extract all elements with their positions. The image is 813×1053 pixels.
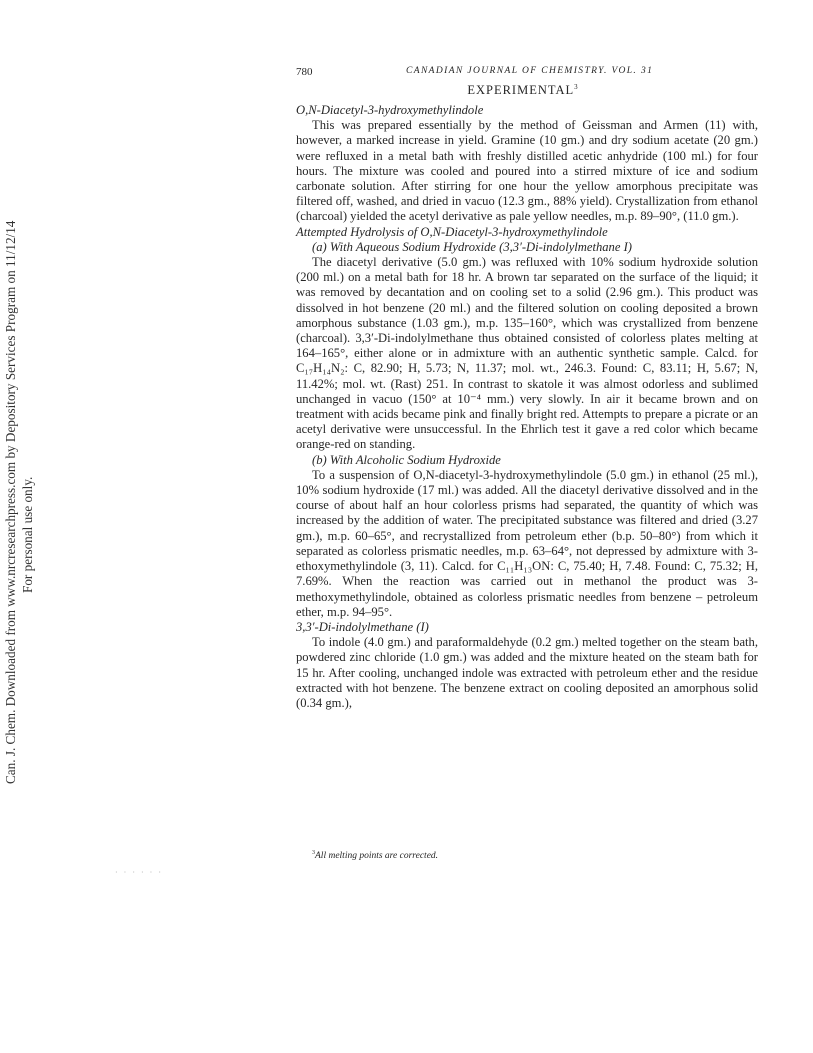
section-footnote-mark: 3	[574, 83, 579, 91]
footnote-text: All melting points are corrected.	[315, 851, 439, 862]
body-paragraph: This was prepared essentially by the method of Geissman and Armen (11) with, however, a marked increase in yield. Gramine (10 gm.) and dry sodium acetate (20 gm.) were refluxed in a metal bath with freshly distilled acetic anhydride (100 ml.) for four hours. The mixture was cooled and poured into a stirred mixture of ice and sodium carbonate solution. After stirring for one hour the yellow amorphous precipitate was filtered off, washed, and dried in vacuo (12.3 gm., 88% yield). Crystallization from ethanol (charcoal) yielded the acetyl derivative as pale yellow needles, m.p. 89–90°, (11.0 gm.).	[296, 118, 758, 224]
watermark-line-2: For personal use only.	[20, 476, 35, 593]
journal-title: CANADIAN JOURNAL OF CHEMISTRY. VOL. 31	[406, 66, 654, 76]
section-heading: O,N-Diacetyl-3-hydroxymethylindole	[296, 103, 484, 117]
section-heading: Attempted Hydrolysis of O,N-Diacetyl-3-hydroxymethylindole	[296, 224, 608, 239]
running-head	[296, 66, 750, 82]
download-watermark	[0, 0, 40, 1053]
footnote-mark: 3	[312, 850, 315, 856]
section-title	[296, 83, 750, 98]
subsection-heading: (b) With Alcoholic Sodium Hydroxide	[312, 452, 501, 467]
body-paragraph: To indole (4.0 gm.) and paraformaldehyde (0.2 gm.) melted together on the steam bath, powdered zinc chloride (1.0 gm.) was added and the mixture heated on the steam bath for 15 hr. After cooling, unchanged indole was extracted with petroleum ether and the residue extracted with hot benzene. The benzene extract on cooling deposited an amorphous solid (0.34 gm.),	[296, 635, 758, 710]
body-paragraph: To a suspension of O,N-diacetyl-3-hydroxymethylindole (5.0 gm.) in ethanol (25 ml.), 10% sodium hydroxide (17 ml.) was added. All the diacetyl derivative dissolved and in the course of about half an hour colorless prisms had separated, the quantity of which was increased by the addition of water. The precipitated substance was filtered and dried (3.27 gm.), m.p. 60–65°, and recrystallized from petroleum ether (b.p. 50–80°) from which it separated as colorless prismatic needles, m.p. 63–64°, not depressed by admixture with 3-ethoxymethylindole (3, 11). Calcd. for C₁₁H₁₃ON: C, 75.40; H, 7.48. Found: C, 75.32; H, 7.69%. When the reaction was carried out in methanol the product was 3-methoxymethylindole, obtained as colorless prismatic needles from benzene – petroleum ether, m.p. 94–95°.	[296, 467, 758, 619]
scan-specks: · · · · · ·	[115, 868, 163, 877]
watermark-line-1: Can. J. Chem. Downloaded from www.nrcresearchpress.com by Depository Services Program on 11/12/14	[3, 220, 18, 784]
article-body	[296, 103, 758, 711]
subsection-heading: (a) With Aqueous Sodium Hydroxide (3,3′-Di-indolylmethane I)	[312, 239, 632, 254]
section-heading: 3,3′-Di-indolylmethane (I)	[296, 619, 429, 634]
body-paragraph: The diacetyl derivative (5.0 gm.) was refluxed with 10% sodium hydroxide solution (200 ml.) on a metal bath for 18 hr. A brown tar separated on the surface of the liquid; it was removed by decantation and on cooling set to a solid (2.96 gm.). This product was dissolved in hot benzene (20 ml.) and the filtered solution on cooling deposited a brown amorphous substance (1.03 gm.), m.p. 135–160°, which was crystallized from benzene (charcoal). 3,3′-Di-indolylmethane thus obtained consisted of colorless plates melting at 164–165°, either alone or in admixture with an authentic synthetic sample. Calcd. for C₁₇H₁₄N₂: C, 82.90; H, 5.73; N, 11.37; mol. wt., 246.3. Found: C, 83.11; H, 5.67; N, 11.42%; mol. wt. (Rast) 251. In contrast to skatole it was almost odorless and sublimed unchanged in vacuo (150° at 10⁻⁴ mm.) very slowly. In air it became brown and on treatment with acids became pink and finally bright red. Attempts to prepare a picrate or an acetyl derivative were unsuccessful. In the Ehrlich test it gave a red color which became orange-red on standing.	[296, 255, 758, 452]
section-title-text: EXPERIMENTAL	[467, 83, 575, 98]
footnote	[312, 850, 438, 861]
page-number: 780	[296, 66, 313, 78]
